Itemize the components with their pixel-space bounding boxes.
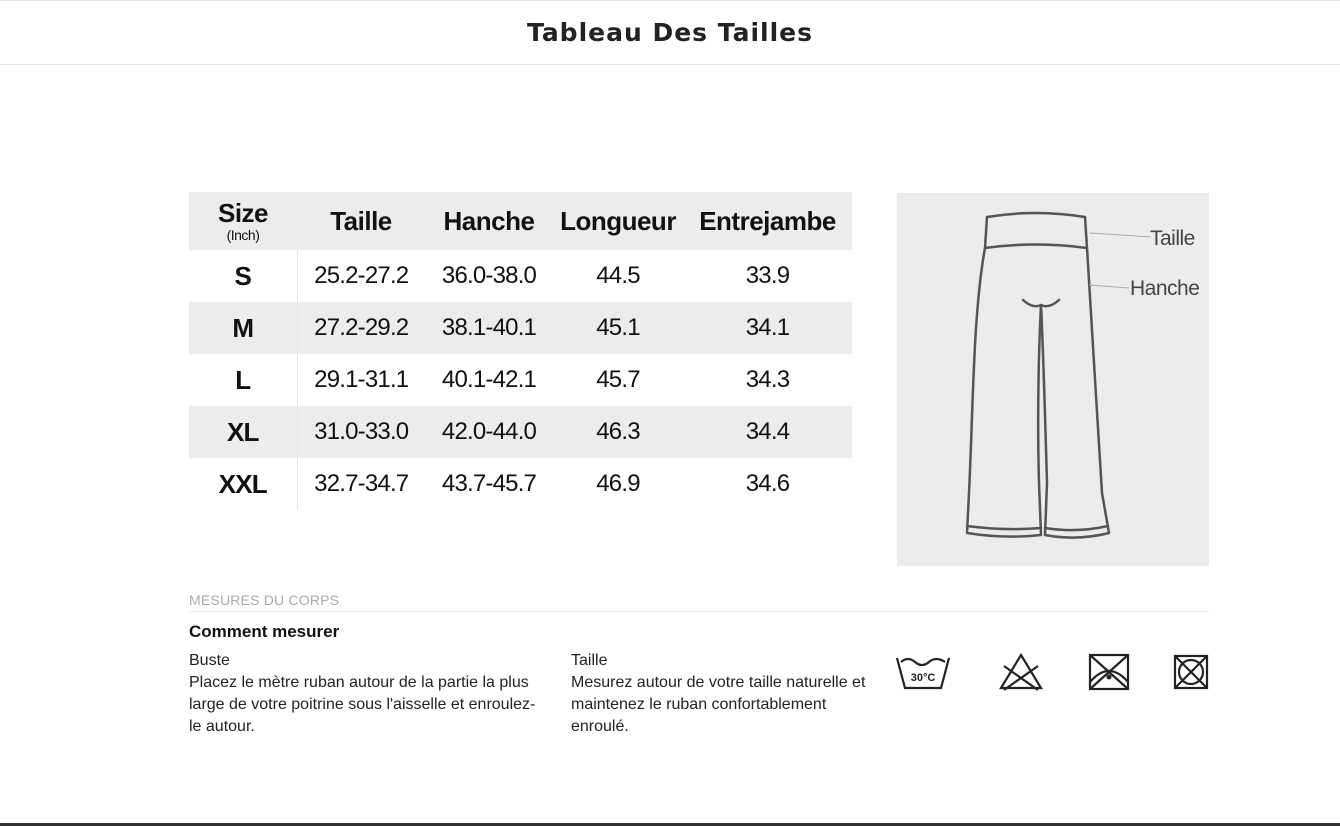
row-longueur: 45.1 bbox=[596, 314, 640, 341]
header-longueur: Longueur bbox=[560, 205, 676, 236]
measure-buste-text: Placez le mètre ruban autour de la partie la plus large de votre poitrine sous l'aisselle et enroulez-le autour. bbox=[189, 674, 536, 735]
header-taille: Taille bbox=[330, 205, 392, 236]
row-size: XXL bbox=[189, 458, 297, 510]
page-title: Tableau Des Tailles bbox=[526, 18, 814, 47]
table-row bbox=[189, 250, 852, 302]
row-hanche: 40.1-42.1 bbox=[441, 366, 537, 393]
measure-taille-text: Mesurez autour de votre taille naturelle et maintenez le ruban confortablement enroulé. bbox=[571, 674, 866, 735]
row-longueur: 46.9 bbox=[596, 470, 640, 497]
row-entrejambe: 33.9 bbox=[745, 262, 790, 289]
row-entrejambe: 34.6 bbox=[745, 470, 790, 497]
row-taille: 29.1-31.1 bbox=[314, 366, 409, 393]
no-dry-clean-icon bbox=[1173, 652, 1209, 692]
wash-temp-label: 30°C bbox=[910, 672, 936, 684]
row-hanche: 43.7-45.7 bbox=[441, 470, 537, 497]
row-taille: 25.2-27.2 bbox=[314, 262, 409, 289]
row-size: S bbox=[189, 250, 297, 302]
no-tumble-dry-icon bbox=[1087, 652, 1131, 692]
measure-taille-title: Taille bbox=[571, 652, 608, 669]
row-taille: 27.2-29.2 bbox=[314, 314, 409, 341]
row-size: M bbox=[189, 302, 297, 354]
size-table-container bbox=[189, 192, 852, 510]
row-size: L bbox=[189, 354, 297, 406]
no-bleach-icon bbox=[998, 652, 1044, 692]
row-entrejambe: 34.1 bbox=[745, 314, 790, 341]
row-hanche: 36.0-38.0 bbox=[441, 262, 537, 289]
header bbox=[0, 0, 1340, 65]
measure-buste-title: Buste bbox=[189, 652, 230, 669]
row-taille: 31.0-33.0 bbox=[314, 418, 409, 445]
row-entrejambe: 34.3 bbox=[745, 366, 790, 393]
header-hanche: Hanche bbox=[443, 205, 535, 236]
wash-30-icon bbox=[895, 652, 951, 692]
pants-illustration bbox=[897, 193, 1209, 566]
section-title: MESURES DU CORPS bbox=[189, 592, 1209, 612]
measure-taille bbox=[571, 650, 881, 738]
row-longueur: 46.3 bbox=[596, 418, 640, 445]
row-size: XL bbox=[189, 406, 297, 458]
row-longueur: 44.5 bbox=[596, 262, 640, 289]
care-icons bbox=[895, 652, 1215, 692]
measure-buste bbox=[189, 650, 539, 738]
table-row bbox=[189, 302, 852, 354]
row-hanche: 38.1-40.1 bbox=[441, 314, 537, 341]
size-table bbox=[189, 192, 853, 510]
header-entrejambe: Entrejambe bbox=[699, 205, 836, 236]
how-to-measure-title: Comment mesurer bbox=[189, 622, 340, 641]
row-taille: 32.7-34.7 bbox=[314, 470, 409, 497]
label-taille: Taille bbox=[1150, 227, 1195, 250]
table-row bbox=[189, 458, 852, 510]
header-size-label: Size bbox=[217, 198, 269, 228]
header-size-unit: (Inch) bbox=[226, 227, 260, 243]
row-entrejambe: 34.4 bbox=[745, 418, 790, 445]
row-hanche: 42.0-44.0 bbox=[441, 418, 537, 445]
table-header-row bbox=[189, 192, 852, 250]
row-longueur: 45.7 bbox=[596, 366, 640, 393]
label-hanche: Hanche bbox=[1130, 277, 1200, 300]
table-row bbox=[189, 354, 852, 406]
table-row bbox=[189, 406, 852, 458]
header-size bbox=[189, 192, 297, 250]
